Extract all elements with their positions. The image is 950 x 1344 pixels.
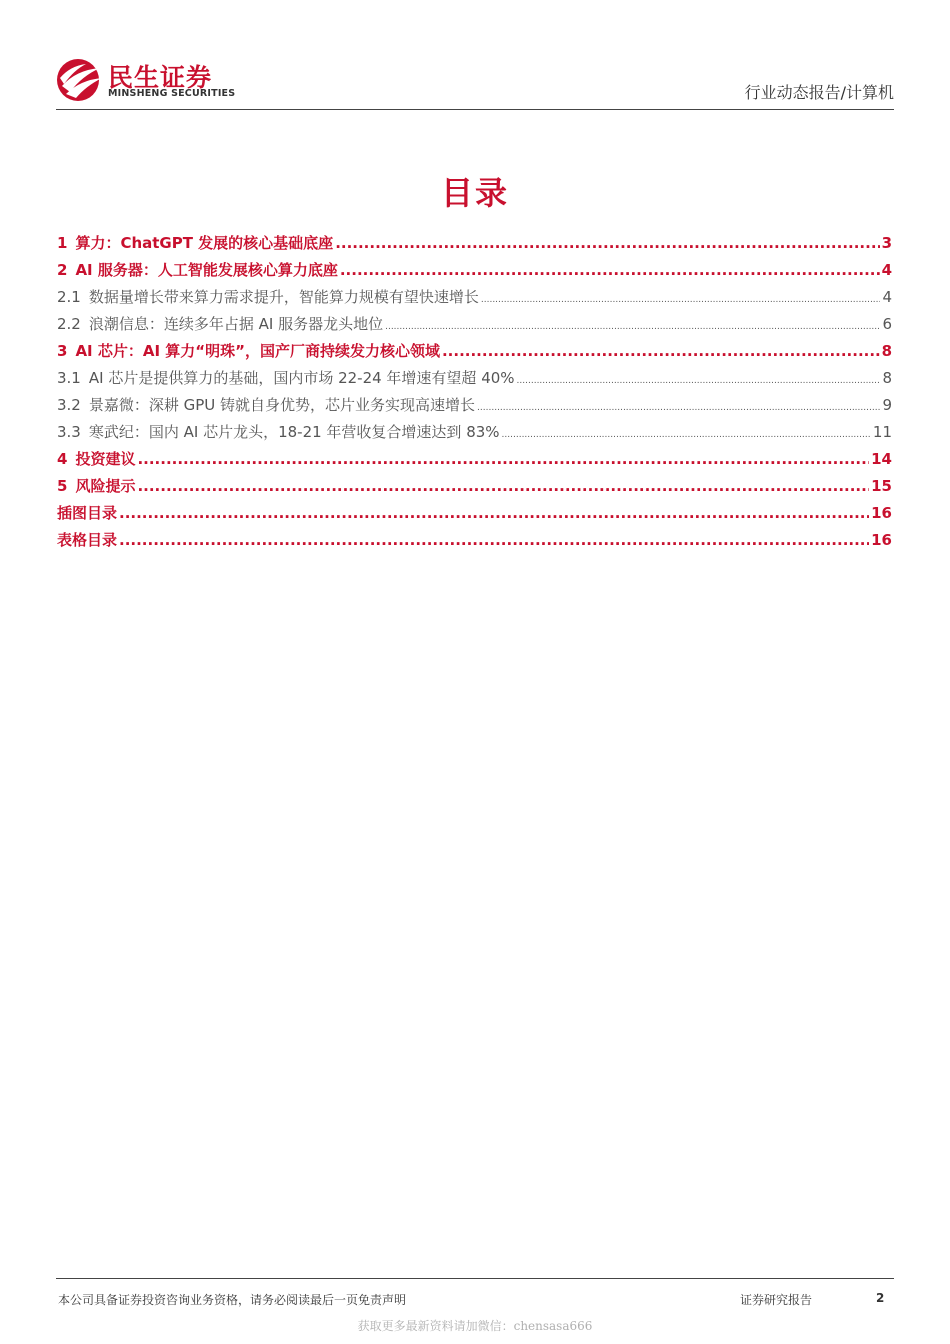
toc-entry-title: 浪潮信息：连续多年占据 AI 服务器龙头地位	[88, 315, 384, 333]
toc-entry[interactable]	[57, 419, 892, 446]
toc-entry[interactable]	[57, 500, 892, 527]
footer-divider	[56, 1278, 894, 1279]
toc-entry-number: 2.1	[57, 288, 81, 306]
header-divider	[56, 109, 894, 110]
toc-entry-title: 景嘉微：深耕 GPU 铸就自身优势，芯片业务实现高速增长	[88, 396, 476, 414]
toc-entry[interactable]	[57, 284, 892, 311]
toc-dot-leader	[481, 287, 881, 314]
toc-entry[interactable]	[57, 338, 892, 365]
page-number: 2	[876, 1291, 885, 1305]
toc-title: 目录	[440, 174, 509, 212]
minsheng-logo	[56, 56, 256, 104]
toc-dot-leader	[442, 338, 880, 365]
toc-dot-leader	[385, 314, 880, 341]
toc-entry-page: 6	[882, 315, 892, 333]
toc-entry-number: 2	[57, 261, 68, 279]
toc-entry[interactable]	[57, 392, 892, 419]
toc-entry-page: 8	[881, 342, 892, 360]
toc-entry-page: 3	[881, 234, 892, 252]
toc-entry-number: 3	[57, 342, 68, 360]
toc-entry-page: 15	[871, 477, 892, 495]
toc-entry-title: 算力：ChatGPT 发展的核心基础底座	[75, 234, 334, 252]
footer-disclaimer: 本公司具备证券投资咨询业务资格，请务必阅读最后一页免责声明	[58, 1293, 407, 1307]
toc-entry-number: 1	[57, 234, 68, 252]
toc-entry[interactable]	[57, 365, 892, 392]
toc-entry[interactable]	[57, 473, 892, 500]
toc-entry-page: 4	[882, 288, 892, 306]
toc-dot-leader	[517, 368, 881, 395]
report-type: 行业动态报告/计算机	[744, 83, 894, 102]
toc-entry-page: 4	[881, 261, 892, 279]
toc-dot-leader	[477, 395, 880, 422]
toc-entry-number: 4	[57, 450, 68, 468]
toc-entry-number: 3.3	[57, 423, 81, 441]
toc-dot-leader	[340, 257, 880, 284]
toc-entry-page: 8	[882, 369, 892, 387]
toc-entry-page: 9	[882, 396, 892, 414]
watermark: 获取更多最新资料请加微信：chensasa666	[357, 1319, 593, 1333]
toc-entry-title: AI 服务器：人工智能发展核心算力底座	[75, 261, 338, 279]
toc-entry[interactable]	[57, 311, 892, 338]
footer-doc-type: 证券研究报告	[740, 1293, 813, 1307]
toc-entry[interactable]	[57, 257, 892, 284]
toc-entry-title: 数据量增长带来算力需求提升，智能算力规模有望快速增长	[88, 288, 479, 306]
toc-entry[interactable]	[57, 446, 892, 473]
toc-entry-title: 投资建议	[75, 450, 136, 468]
toc-entry-title: 表格目录	[57, 531, 118, 549]
toc-entry-page: 16	[871, 504, 892, 522]
toc-entry[interactable]	[57, 230, 892, 257]
toc-dot-leader	[137, 473, 869, 500]
toc-entry-title: AI 芯片是提供算力的基础，国内市场 22-24 年增速有望超 40%	[88, 369, 515, 387]
toc-entry-page: 14	[871, 450, 892, 468]
toc-entry-number: 2.2	[57, 315, 81, 333]
toc-dot-leader	[335, 230, 879, 257]
toc-entry-page: 11	[872, 423, 892, 441]
toc-entry-title: AI 芯片：AI 算力“明珠”，国产厂商持续发力核心领域	[75, 342, 440, 360]
toc-entry-title: 插图目录	[57, 504, 118, 522]
toc-entry[interactable]	[57, 527, 892, 554]
toc-entry-number: 3.2	[57, 396, 81, 414]
toc-dot-leader	[502, 422, 871, 449]
toc-dot-leader	[119, 500, 869, 527]
toc-entry-number: 5	[57, 477, 68, 495]
toc-dot-leader	[119, 527, 869, 554]
toc-entry-title: 风险提示	[75, 477, 136, 495]
toc-entry-page: 16	[871, 531, 892, 549]
page-header	[56, 52, 894, 110]
toc-entry-title: 寒武纪：国内 AI 芯片龙头，18-21 年营收复合增速达到 83%	[88, 423, 500, 441]
logo-text-en: MINSHENG SECURITIES	[108, 88, 236, 99]
toc-entry-number: 3.1	[57, 369, 81, 387]
minsheng-emblem-icon	[56, 56, 104, 104]
table-of-contents	[57, 230, 892, 554]
toc-dot-leader	[137, 446, 869, 473]
logo-text-cn: 民生证券	[108, 63, 213, 92]
